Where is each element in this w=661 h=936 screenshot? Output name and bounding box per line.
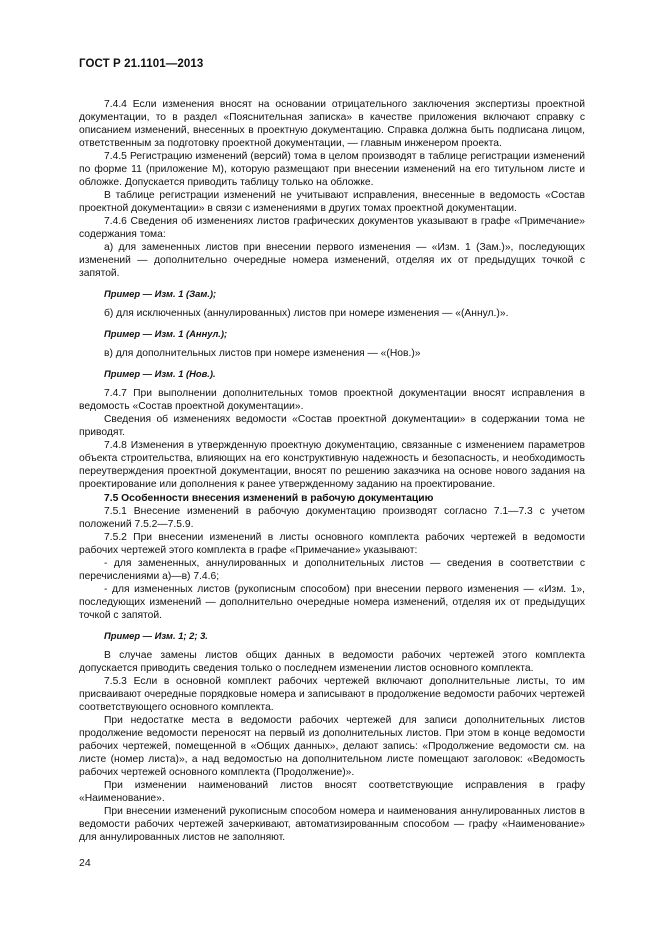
paragraph-7-4-4: 7.4.4 Если изменения вносят на основании отрицательного заключения экспертизы проектной документации, то в раздел «Пояснительная записка» в качестве приложения включают справку с описанием изменений, внесенных в проектную документацию. Справка должна быть подписана лицом, ответственным за подготовку проектной документации, — главным инженером проекта. xyxy=(79,99,585,149)
list-item-v: в) для дополнительных листов при номере изменения — «(Нов.)» xyxy=(104,348,421,359)
paragraph-7-5-3: 7.5.3 Если в основной комплект рабочих чертежей включают дополнительные листы, то им присваивают очередные порядковые номера и записывают в продолжение ведомости рабочих чертежей соответствующего основного комплекта. xyxy=(79,676,585,713)
paragraph-7-4-8: 7.4.8 Изменения в утвержденную проектную документацию, связанные с изменением параметров объекта строительства, влияющих на его конструктивную надежность и безопасность, и необходимость переутверждения проектной документации, вносят по решению заказчика на основе нового задания на проектирование или дополнения к ранее утвержденному заданию на проектирование. xyxy=(79,440,585,490)
paragraph-7-5-1: 7.5.1 Внесение изменений в рабочую документацию производят согласно 7.1—7.3 с учетом положений 7.5.2—7.5.9. xyxy=(79,506,585,530)
paragraph-continuation: При недостатке места в ведомости рабочих чертежей для записи дополнительных листов продолжение ведомости переносят на первый из дополнительных листов. При этом в конце ведомости рабочих чертежей, помещенной в «Общих данных», делают запись: «Продолжение ведомости см. на листе (номер листа)», а над ведомостью на дополнительном листе помещают заголовок: «Ведомость рабочих чертежей основного комплекта (Продолжение)». xyxy=(79,715,585,778)
paragraph-7-4-6: 7.4.6 Сведения об изменениях листов графических документов указывают в графе «Примечание» содержания тома: xyxy=(79,216,585,240)
paragraph-composition-note: Сведения об изменениях ведомости «Состав проектной документации» в содержании тома не приводят. xyxy=(79,414,585,438)
paragraph-general-data: В случае замены листов общих данных в ведомости рабочих чертежей этого комплекта допускается приводить сведения только о последнем изменении листов основного комплекта. xyxy=(79,650,585,674)
paragraph-7-5-2: 7.5.2 При внесении изменений в листы основного комплекта рабочих чертежей в ведомости рабочих чертежей этого комплекта в графе «Примечание» указывают: xyxy=(79,532,585,556)
list-item-a: а) для замененных листов при внесении первого изменения — «Изм. 1 (Зам.)», последующих изменений — дополнительно очередные номера изменений, отделяя их от предыдущих точкой с запятой. xyxy=(79,242,585,279)
example-changes: Пример — Изм. 1; 2; 3. xyxy=(104,630,208,641)
list-item-b: б) для исключенных (аннулированных) листов при номере изменения — «(Аннул.)». xyxy=(104,308,509,319)
document-header: ГОСТ Р 21.1101—2013 xyxy=(79,58,204,70)
paragraph-handwritten: При внесении изменений рукописным способом номера и наименования аннулированных листов в ведомости рабочих чертежей зачеркивают, автоматизированным способом — графу «Наименование» для аннулированных листов не заполняют. xyxy=(79,806,585,843)
paragraph-name-change: При изменении наименований листов вносят соответствующие исправления в графу «Наименование». xyxy=(79,780,585,804)
example-annulled: Пример — Изм. 1 (Аннул.); xyxy=(104,328,228,339)
paragraph-registration-note: В таблице регистрации изменений не учитывают исправления, внесенные в ведомость «Состав проектной документации» в связи с изменениями в других томах проектной документации. xyxy=(79,190,585,214)
section-heading-7-5: 7.5 Особенности внесения изменений в рабочую документацию xyxy=(104,493,434,504)
document-body xyxy=(79,98,585,844)
dash-item-changed: - для измененных листов (рукописным способом) при внесении первого изменения — «Изм. 1», последующих изменений — дополнительно очередные номера изменений, отделяя их от предыдущих точкой с запятой. xyxy=(79,584,585,621)
paragraph-7-4-7: 7.4.7 При выполнении дополнительных томов проектной документации вносят исправления в ведомость «Состав проектной документации». xyxy=(79,388,585,412)
example-replaced: Пример — Изм. 1 (Зам.); xyxy=(104,288,217,299)
example-new: Пример — Изм. 1 (Нов.). xyxy=(104,368,216,379)
dash-item-replaced: - для замененных, аннулированных и дополнительных листов — сведения в соответствии с перечислениями а)—в) 7.4.6; xyxy=(79,558,585,582)
paragraph-7-4-5: 7.4.5 Регистрацию изменений (версий) тома в целом производят в таблице регистрации изменений по форме 11 (приложение М), которую размещают при внесении изменений на его титульном листе и обложке. Допускается приводить таблицу только на обложке. xyxy=(79,151,585,188)
page-number: 24 xyxy=(79,857,91,869)
